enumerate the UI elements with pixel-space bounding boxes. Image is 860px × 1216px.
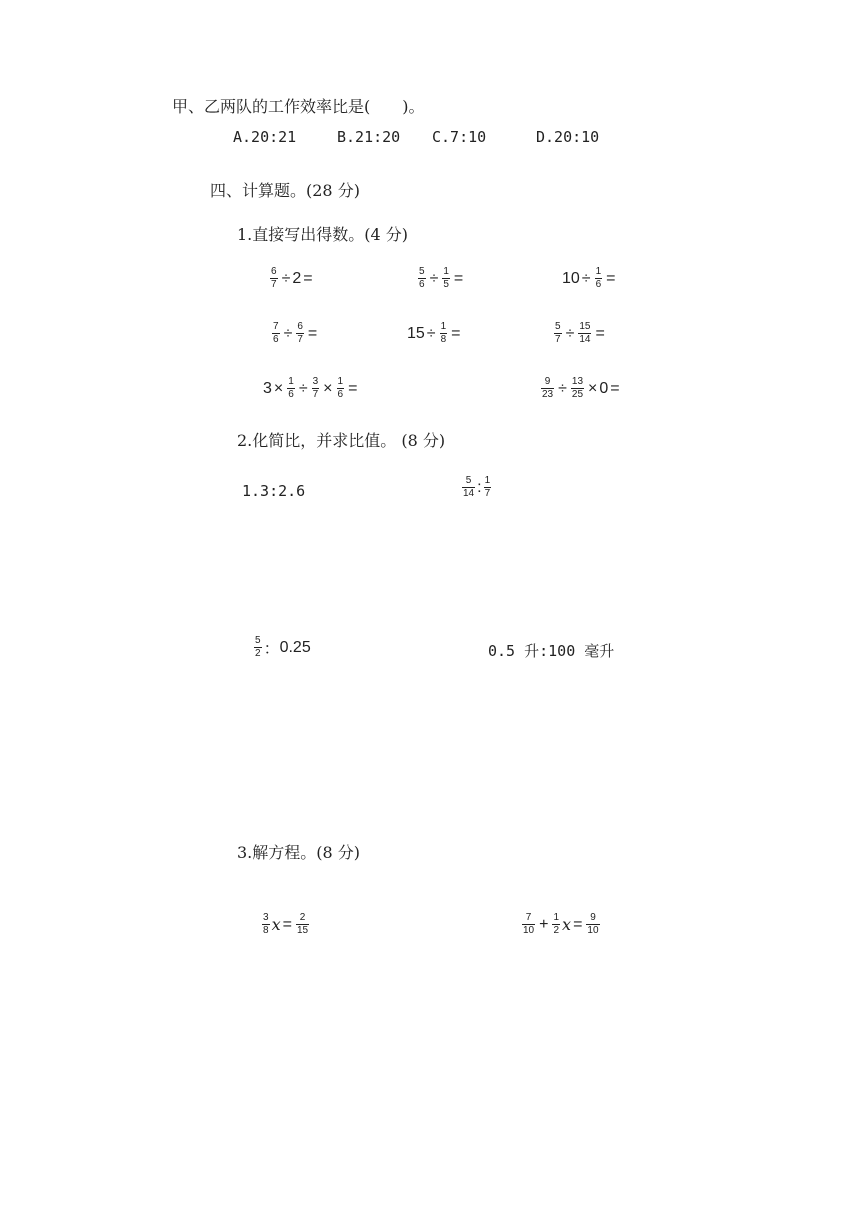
calc-r1c: 10 ÷ $\frac{1}{6}$ =	[562, 266, 616, 290]
calc-r2b: 15 ÷ $\frac{1}{8}$ =	[407, 321, 461, 345]
fraction: $\frac{1}{5}$	[443, 266, 449, 290]
fraction: $\frac{2}{15}$	[296, 912, 309, 936]
fraction: $\frac{5}{6}$	[419, 266, 425, 290]
fraction: $\frac{1}{7}$	[484, 475, 491, 499]
fraction: $\frac{5}{7}$	[555, 321, 561, 345]
fraction: $\frac{1}{6}$	[288, 376, 294, 400]
fraction: $\frac{13}{25}$	[571, 376, 584, 400]
question-tail: 甲、乙两队的工作效率比是( )。	[172, 97, 425, 116]
calc-r2c: $\frac{5}{7}$ ÷ $\frac{15}{14}$ =	[555, 321, 605, 345]
fraction: $\frac{9}{23}$	[542, 376, 554, 400]
section-title: 四、计算题。(28 分)	[210, 181, 360, 200]
fraction: $\frac{5}{14}$	[463, 475, 475, 499]
calc-r3b: $\frac{9}{23}$ ÷ $\frac{13}{25}$ × 0 =	[542, 376, 620, 400]
ratio-3: $\frac{5}{2}$ ： 0.25	[255, 635, 311, 659]
calc-r3a: 3 × $\frac{1}{6}$ ÷ $\frac{3}{7}$ × $\frac{1}{6}$ =	[263, 376, 358, 400]
fraction: $\frac{1}{8}$	[440, 321, 447, 345]
fraction: $\frac{6}{7}$	[297, 321, 303, 345]
part3-title: 3.解方程。(8 分)	[237, 843, 361, 862]
equation-1: $\frac{3}{8}$ x = $\frac{2}{15}$	[263, 912, 309, 936]
equation-2: $\frac{7}{10}$ + $\frac{1}{2}$ x = $\frac{9}{10}$	[523, 912, 599, 936]
fraction: $\frac{9}{10}$	[587, 912, 599, 936]
option-d: D.20:10	[536, 128, 600, 146]
option-c: C.7:10	[432, 128, 487, 146]
option-a: A.20:21	[233, 128, 297, 146]
fraction: $\frac{1}{2}$	[553, 912, 560, 936]
part1-title: 1.直接写出得数。(4 分)	[237, 225, 409, 244]
ratio-4: 0.5 升:100 毫升	[488, 642, 615, 660]
fraction: $\frac{15}{14}$	[579, 321, 591, 345]
ratio-2: $\frac{5}{14}$ : $\frac{1}{7}$	[463, 475, 491, 499]
fraction: $\frac{1}{6}$	[337, 376, 344, 400]
fraction: $\frac{6}{7}$	[271, 266, 277, 290]
fraction: $\frac{7}{10}$	[523, 912, 535, 936]
fraction: $\frac{3}{7}$	[312, 376, 319, 400]
calc-r1b: $\frac{5}{6}$ ÷ $\frac{1}{5}$ =	[419, 266, 464, 290]
fraction: $\frac{7}{6}$	[273, 321, 279, 345]
option-b: B.21:20	[337, 128, 401, 146]
calc-r2a: $\frac{7}{6}$ ÷ $\frac{6}{7}$ =	[273, 321, 318, 345]
fraction: $\frac{3}{8}$	[263, 912, 269, 936]
ratio-1: 1.3:2.6	[242, 482, 306, 500]
part2-title: 2.化简比，并求比值。 (8 分)	[237, 431, 446, 450]
calc-r1a: $\frac{6}{7}$ ÷ 2 =	[271, 266, 313, 290]
fraction: $\frac{1}{6}$	[595, 266, 602, 290]
fraction: $\frac{5}{2}$	[255, 635, 261, 659]
